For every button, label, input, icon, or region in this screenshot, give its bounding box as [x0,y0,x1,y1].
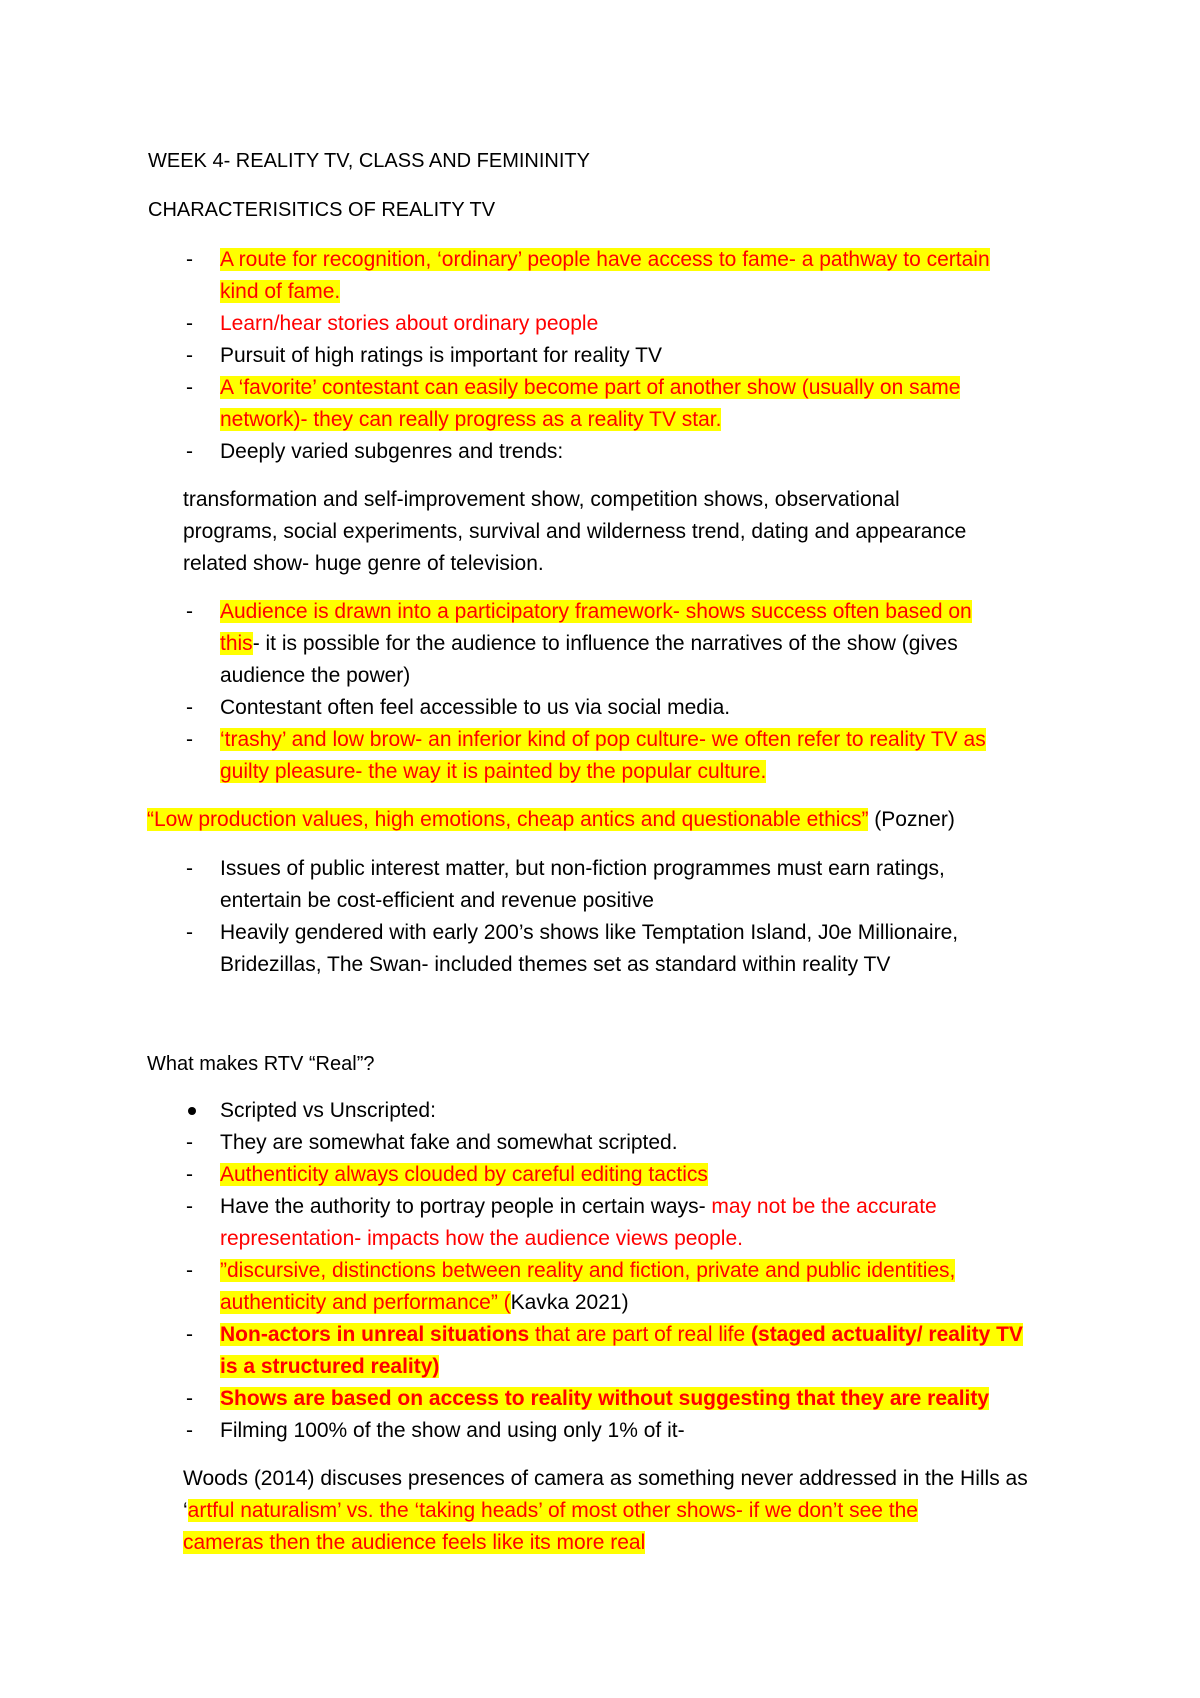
list-item [186,1159,1090,1191]
list-item-text: authenticity and performance” ( [220,1291,511,1314]
list-item-text: entertain be cost-efficient and revenue positive [220,889,654,912]
list-item [186,1095,1090,1127]
page-title: WEEK 4- REALITY TV, CLASS AND FEMININITY [148,150,590,172]
list-item-text: guilty pleasure- the way it is painted by the popular culture. [220,760,767,783]
quote-citation: (Pozner) [868,808,955,831]
list-item-text: Scripted vs Unscripted: [220,1099,436,1122]
list-item-text: this [220,632,253,655]
list-item-text: may not be the accurate [711,1195,937,1218]
characteristics-list [186,244,1090,468]
realness-list [186,1095,1090,1447]
woods-paragraph [183,1463,1083,1559]
list-item-text: A route for recognition, ‘ordinary’ people have access to fame- a pathway to certain [220,248,990,271]
bullet-marker [186,1095,206,1127]
list-item [186,1191,1090,1255]
quote-text: “Low production values, high emotions, cheap antics and questionable ethics” [147,808,869,831]
pozner-quote [147,804,955,836]
highlighted-text: artful naturalism’ vs. the ‘taking heads’ of most other shows- if we don’t see the [187,1499,918,1522]
list-item-text: - it is possible for the audience to influence the narratives of the show (gives [252,632,958,655]
list-item [186,244,1090,308]
list-item-text: Heavily gendered with early 200’s shows like Temptation Island, J0e Millionaire, [220,921,959,944]
quote-mark: ‘ [183,1499,188,1522]
dash-marker: - [186,1163,193,1186]
list-item [186,917,1090,981]
dash-marker: - [186,1259,193,1282]
list-item [186,1415,1090,1447]
list-item-text: Bridezillas, The Swan- included themes set as standard within reality TV [220,953,891,976]
dash-marker: - [186,1195,193,1218]
paragraph-line [183,1495,1083,1527]
dash-marker: - [186,1387,193,1410]
list-item-text: ‘trashy’ and low brow- an inferior kind of pop culture- we often refer to reality TV as [220,728,986,751]
list-item [186,308,1090,340]
audience-list [186,596,1090,788]
list-item-text: ”discursive, distinctions between reality and fiction, private and public identities, [220,1259,956,1282]
paragraph-line: programs, social experiments, survival and wilderness trend, dating and appearance [183,520,967,543]
dash-marker: - [186,600,193,623]
paragraph-line: transformation and self-improvement show, competition shows, observational [183,488,900,511]
list-item-text: Authenticity always clouded by careful editing tactics [220,1163,708,1186]
subgenres-paragraph [183,484,1083,580]
dash-marker: - [186,921,193,944]
list-item [186,692,1090,724]
list-item [186,1319,1090,1383]
list-item [186,372,1090,436]
list-item-text: Shows are based on access to reality without suggesting that they are reality [220,1387,990,1410]
dash-marker: - [186,344,193,367]
section-question: What makes RTV “Real”? [147,1053,375,1075]
paragraph-line: related show- huge genre of television. [183,552,544,575]
list-item-text: Learn/hear stories about ordinary people [220,312,599,335]
list-item-text: network)- they can really progress as a reality TV star. [220,408,722,431]
dash-marker: - [186,376,193,399]
list-item-text: Kavka 2021) [510,1291,629,1314]
list-item [186,724,1090,788]
list-item-text: Audience is drawn into a participatory framework- shows success often based on [220,600,972,623]
dash-marker: - [186,1419,193,1442]
list-item-text: Issues of public interest matter, but non-fiction programmes must earn ratings, [220,857,945,880]
dash-marker: - [186,728,193,751]
list-item-text: (staged actuality/ reality TV [751,1323,1023,1346]
dash-marker: - [186,248,193,271]
list-item-text: is a structured reality) [220,1355,440,1378]
list-item-text: They are somewhat fake and somewhat scripted. [220,1131,678,1154]
dash-marker: - [186,440,193,463]
list-item [186,1127,1090,1159]
highlighted-text: cameras then the audience feels like its more real [183,1531,646,1554]
list-item [186,853,1090,917]
list-item-text: Pursuit of high ratings is important for reality TV [220,344,662,367]
list-item [186,596,1090,692]
list-item-text: Contestant often feel accessible to us via social media. [220,696,731,719]
dash-marker: - [186,1131,193,1154]
list-item [186,340,1090,372]
list-item-text: audience the power) [220,664,411,687]
list-item [186,436,1090,468]
paragraph-line: Woods (2014) discuses presences of camera as something never addressed in the Hills as [183,1467,1028,1490]
list-item-text: Non-actors in unreal situations [220,1323,530,1346]
list-item [186,1383,1090,1415]
dash-marker: - [186,857,193,880]
list-item-text: representation- impacts how the audience views people. [220,1227,743,1250]
list-item-text: Have the authority to portray people in certain ways- [220,1195,712,1218]
list-item-text: A ‘favorite’ contestant can easily become part of another show (usually on same [220,376,961,399]
list-item [186,1255,1090,1319]
dash-marker: - [186,696,193,719]
list-item-text: that are part of real life [529,1323,752,1346]
list-item-text: Filming 100% of the show and using only 1% of it- [220,1419,685,1442]
ratings-list [186,853,1090,981]
dash-marker: - [186,1323,193,1346]
list-item-text: kind of fame. [220,280,341,303]
dash-marker: - [186,312,193,335]
section-heading: CHARACTERISITICS OF REALITY TV [148,199,496,221]
paragraph-line [183,1527,1083,1559]
list-item-text: Deeply varied subgenres and trends: [220,440,564,463]
